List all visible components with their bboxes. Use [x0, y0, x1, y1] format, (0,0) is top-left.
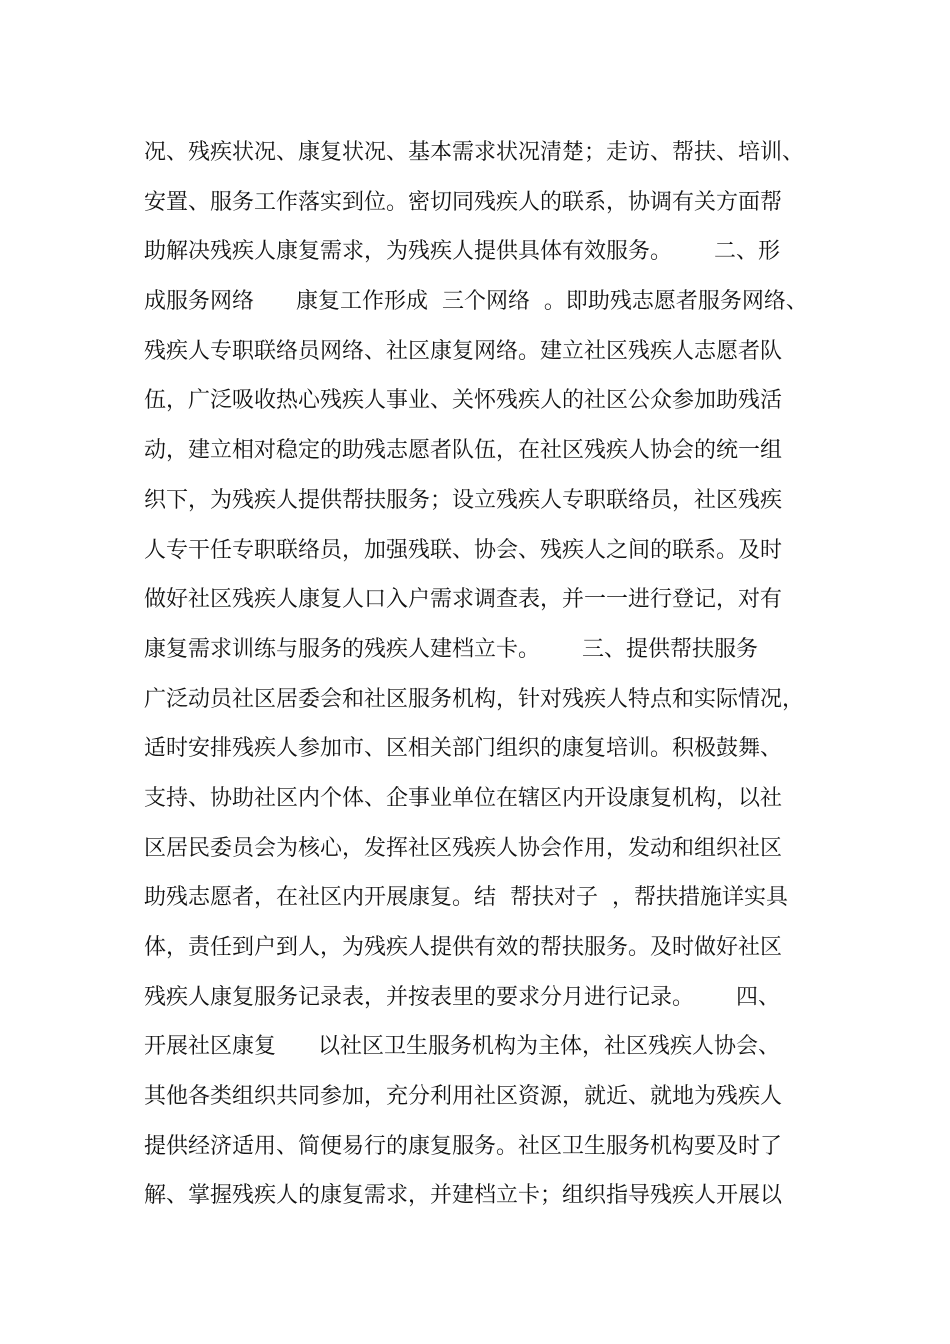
- text-line: 动，建立相对稳定的助残志愿者队伍，在社区残疾人协会的统一组: [144, 438, 783, 464]
- text-line: 适时安排残疾人参加市、区相关部门组织的康复培训。积极鼓舞、: [144, 736, 783, 762]
- text-line: 况、残疾状况、康复状况、基本需求状况清楚；走访、帮扶、培训、: [144, 140, 805, 165]
- text-line: 残疾人专职联络员网络、社区康复网络。建立社区残疾人志愿者队: [144, 338, 783, 364]
- text-line: 织下，为残疾人提供帮扶服务；设立残疾人专职联络员，社区残疾: [144, 487, 783, 513]
- text-line: 支持、协助社区内个体、企事业单位在辖区内开设康复机构，以社: [144, 785, 783, 811]
- text-line: 其他各类组织共同参加，充分利用社区资源，就近、就地为残疾人: [144, 1084, 783, 1110]
- text-line: 助残志愿者，在社区内开展康复。结 帮扶对子 ，帮扶措施详实具: [144, 885, 788, 911]
- text-line: 人专干任专职联络员，加强残联、协会、残疾人之间的联系。及时: [144, 537, 783, 563]
- text-line: 区居民委员会为核心，发挥社区残疾人协会作用，发动和组织社区: [144, 835, 783, 861]
- text-line: 体，责任到户到人，为残疾人提供有效的帮扶服务。及时做好社区: [144, 935, 783, 960]
- text-line: 解、掌握残疾人的康复需求，并建档立卡；组织指导残疾人开展以: [144, 1183, 783, 1209]
- text-line: 助解决残疾人康复需求，为残疾人提供具体有效服务。 二、形: [144, 239, 780, 265]
- text-line: 安置、服务工作落实到位。密切同残疾人的联系，协调有关方面帮: [144, 189, 783, 215]
- text-line: 残疾人康复服务记录表，并按表里的要求分月进行记录。 四、: [144, 984, 780, 1010]
- text-line: 伍，广泛吸收热心残疾人事业、关怀残疾人的社区公众参加助残活: [144, 388, 783, 414]
- text-line: 做好社区残疾人康复人口入户需求调查表，并一一进行登记，对有: [144, 587, 783, 613]
- body-text: [144, 128, 834, 1221]
- text-line: 提供经济适用、简便易行的康复服务。社区卫生服务机构要及时了: [144, 1133, 783, 1159]
- text-line: 康复需求训练与服务的残疾人建档立卡。 三、提供帮扶服务: [144, 636, 758, 662]
- text-line: 开展社区康复 以社区卫生服务机构为主体，社区残疾人协会、: [144, 1034, 780, 1060]
- text-line: 广泛动员社区居委会和社区服务机构，针对残疾人特点和实际情况，: [144, 686, 805, 712]
- text-line: 成服务网络 康复工作形成 三个网络 。即助残志愿者服务网络、: [144, 289, 808, 315]
